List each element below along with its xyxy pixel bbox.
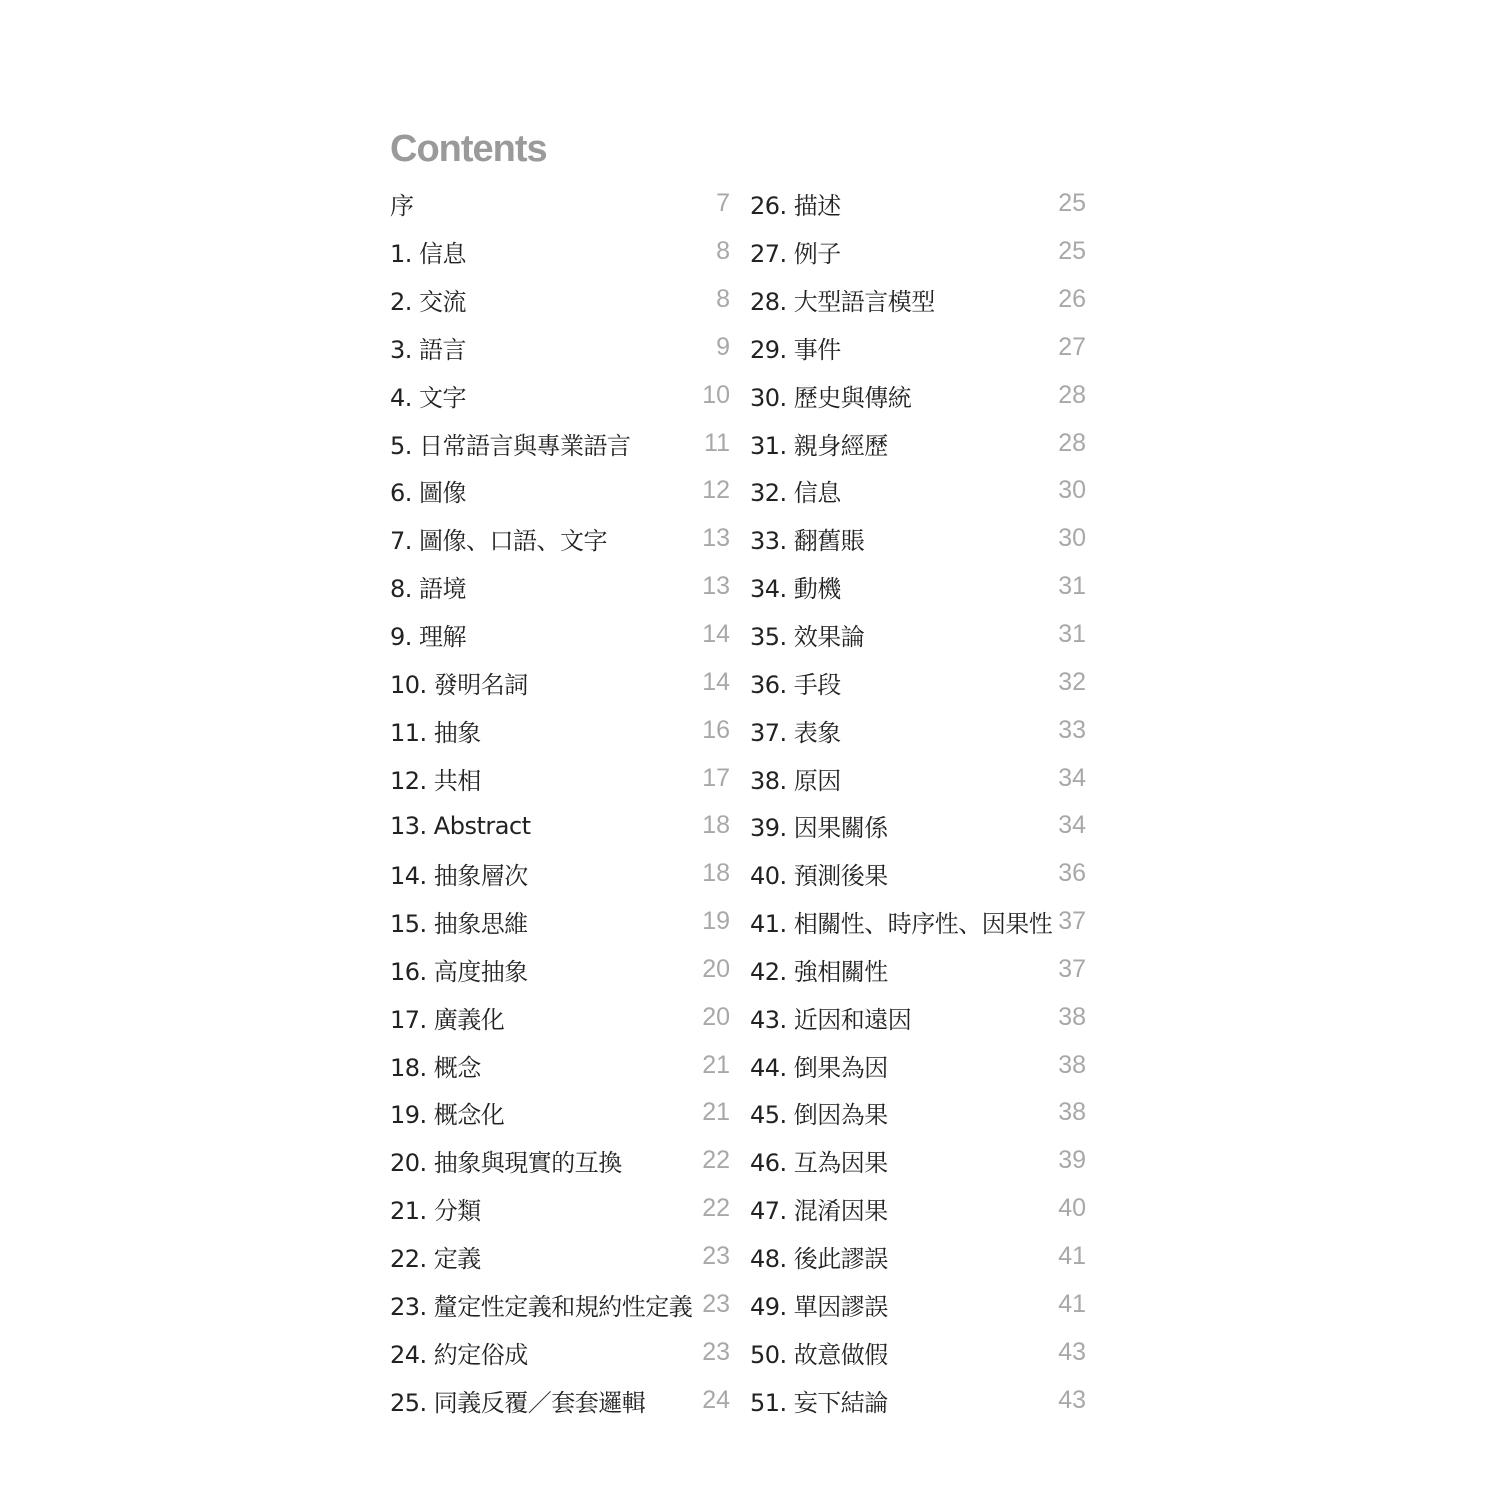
- toc-entry-title: 29. 事件: [750, 335, 841, 364]
- toc-entry-title: 38. 原因: [750, 766, 841, 795]
- toc-entry-page-number: 30: [1058, 524, 1086, 553]
- toc-entry-page-number: 38: [1058, 1098, 1086, 1127]
- toc-entry-page-number: 17: [702, 763, 730, 792]
- toc-entry-page-number: 40: [1058, 1194, 1086, 1223]
- contents-heading: Contents: [390, 128, 547, 170]
- toc-entry[interactable]: [750, 1041, 1086, 1089]
- toc-entry-title: 22. 定義: [390, 1244, 481, 1273]
- toc-entry-title: 45. 倒因為果: [750, 1101, 888, 1130]
- toc-entry[interactable]: [390, 324, 730, 372]
- toc-entry-page-number: 37: [1058, 954, 1086, 983]
- toc-entry[interactable]: [390, 1280, 730, 1328]
- toc-entry-title: 40. 預測後果: [750, 862, 888, 891]
- toc-entry-title: 44. 倒果為因: [750, 1053, 888, 1082]
- toc-entry-title: 34. 動機: [750, 575, 841, 604]
- toc-entry-title: 28. 大型語言模型: [750, 288, 935, 317]
- toc-entry-title: 31. 親身經歷: [750, 431, 888, 460]
- toc-entry-page-number: 10: [702, 380, 730, 409]
- toc-entry-page-number: 37: [1058, 907, 1086, 936]
- toc-entry-title: 8. 語境: [390, 575, 467, 604]
- toc-entry[interactable]: [750, 1233, 1086, 1281]
- toc-entry-page-number: 21: [702, 1050, 730, 1079]
- toc-entry[interactable]: [750, 658, 1086, 706]
- toc-entry-page-number: 12: [702, 476, 730, 505]
- toc-entry[interactable]: [750, 946, 1086, 994]
- toc-entry-page-number: 43: [1058, 1385, 1086, 1414]
- toc-entry-page-number: 41: [1058, 1241, 1086, 1270]
- toc-entry[interactable]: [750, 276, 1086, 324]
- toc-entry[interactable]: [390, 419, 730, 467]
- toc-entry-title: 36. 手段: [750, 670, 841, 699]
- toc-entry-page-number: 18: [702, 811, 730, 840]
- toc-entry[interactable]: [390, 1137, 730, 1185]
- toc-entry[interactable]: [390, 180, 730, 228]
- toc-entry-page-number: 22: [702, 1194, 730, 1223]
- toc-entry[interactable]: [750, 1137, 1086, 1185]
- toc-entry[interactable]: [750, 898, 1086, 946]
- toc-entry[interactable]: [390, 946, 730, 994]
- toc-entry-page-number: 7: [716, 189, 730, 218]
- toc-entry-title: 19. 概念化: [390, 1101, 505, 1130]
- toc-entry-page-number: 39: [1058, 1146, 1086, 1175]
- toc-entry[interactable]: [390, 1376, 730, 1424]
- toc-entry-page-number: 38: [1058, 1002, 1086, 1031]
- toc-entry-title: 5. 日常語言與專業語言: [390, 431, 631, 460]
- toc-entry-title: 49. 單因謬誤: [750, 1292, 888, 1321]
- toc-entry[interactable]: [390, 706, 730, 754]
- toc-entry[interactable]: [750, 515, 1086, 563]
- toc-entry-page-number: 32: [1058, 667, 1086, 696]
- toc-entry-title: 46. 互為因果: [750, 1149, 888, 1178]
- toc-entry[interactable]: [390, 754, 730, 802]
- toc-entry-page-number: 36: [1058, 859, 1086, 888]
- toc-entry[interactable]: [750, 993, 1086, 1041]
- toc-entry-title: 26. 描述: [750, 192, 841, 221]
- toc-entry[interactable]: [750, 1089, 1086, 1137]
- toc-entry[interactable]: [390, 276, 730, 324]
- toc-entry-title: 25. 同義反覆／套套邏輯: [390, 1388, 646, 1417]
- toc-entry-title: 20. 抽象與現實的互換: [390, 1149, 622, 1178]
- toc-entry-page-number: 30: [1058, 476, 1086, 505]
- toc-entry-title: 3. 語言: [390, 335, 467, 364]
- toc-entry-page-number: 28: [1058, 380, 1086, 409]
- toc-entry-title: 6. 圖像: [390, 479, 467, 508]
- toc-entry[interactable]: [750, 802, 1086, 850]
- toc-entry-page-number: 13: [702, 572, 730, 601]
- toc-entry-title: 21. 分類: [390, 1197, 481, 1226]
- toc-entry[interactable]: [750, 324, 1086, 372]
- toc-entry-page-number: 8: [716, 237, 730, 266]
- toc-entry-title: 1. 信息: [390, 240, 467, 269]
- toc-entry-page-number: 18: [702, 859, 730, 888]
- toc-entry-page-number: 21: [702, 1098, 730, 1127]
- toc-entry[interactable]: [390, 1233, 730, 1281]
- toc-entry-page-number: 26: [1058, 285, 1086, 314]
- toc-entry-page-number: 25: [1058, 189, 1086, 218]
- toc-entry-title: 11. 抽象: [390, 718, 481, 747]
- toc-entry[interactable]: [750, 850, 1086, 898]
- toc-entry-title: 41. 相關性、時序性、因果性: [750, 910, 1053, 939]
- toc-entry-title: 7. 圖像、口語、文字: [390, 527, 608, 556]
- toc-left-column: [390, 180, 730, 1424]
- toc-entry-page-number: 24: [702, 1385, 730, 1414]
- toc-entry[interactable]: [390, 1041, 730, 1089]
- toc-entry[interactable]: [750, 228, 1086, 276]
- toc-entry-title: 4. 文字: [390, 383, 467, 412]
- toc-entry-page-number: 31: [1058, 620, 1086, 649]
- toc-entry[interactable]: [390, 1328, 730, 1376]
- toc-entry-page-number: 34: [1058, 811, 1086, 840]
- toc-entry[interactable]: [390, 371, 730, 419]
- toc-entry[interactable]: [750, 1185, 1086, 1233]
- toc-entry-page-number: 43: [1058, 1337, 1086, 1366]
- toc-entry-page-number: 11: [704, 428, 730, 457]
- toc-entry[interactable]: [390, 228, 730, 276]
- toc-entry-title: 43. 近因和遠因: [750, 1005, 912, 1034]
- toc-entry[interactable]: [390, 850, 730, 898]
- toc-right-column: [750, 180, 1086, 1424]
- toc-entry-page-number: 14: [702, 620, 730, 649]
- toc-entry-title: 33. 翻舊賬: [750, 527, 865, 556]
- toc-entry-title: 39. 因果關係: [750, 814, 888, 843]
- toc-entry-title: 32. 信息: [750, 479, 841, 508]
- toc-entry[interactable]: [390, 611, 730, 659]
- toc-entry[interactable]: [750, 611, 1086, 659]
- toc-entry-title: 51. 妄下結論: [750, 1388, 888, 1417]
- toc-entry-page-number: 20: [702, 954, 730, 983]
- toc-entry-title: 18. 概念: [390, 1053, 481, 1082]
- toc-entry-page-number: 27: [1058, 332, 1086, 361]
- toc-entry-title: 23. 釐定性定義和規約性定義: [390, 1292, 693, 1321]
- toc-entry-title: 37. 表象: [750, 718, 841, 747]
- toc-entry-page-number: 20: [702, 1002, 730, 1031]
- toc-entry-page-number: 22: [702, 1146, 730, 1175]
- toc-entry[interactable]: [750, 706, 1086, 754]
- toc-entry-page-number: 16: [702, 715, 730, 744]
- toc-entry-title: 13. Abstract: [390, 811, 531, 840]
- toc-entry[interactable]: [390, 1185, 730, 1233]
- toc-entry-title: 14. 抽象層次: [390, 862, 528, 891]
- toc-entry-title: 17. 廣義化: [390, 1005, 505, 1034]
- toc-entry-page-number: 38: [1058, 1050, 1086, 1079]
- toc-entry-page-number: 9: [716, 332, 730, 361]
- toc-entry[interactable]: [750, 419, 1086, 467]
- toc-entry-title: 12. 共相: [390, 766, 481, 795]
- toc-entry-page-number: 13: [702, 524, 730, 553]
- toc-entry-title: 48. 後此謬誤: [750, 1244, 888, 1273]
- toc-entry-page-number: 23: [702, 1337, 730, 1366]
- toc-entry[interactable]: [750, 1280, 1086, 1328]
- toc-entry[interactable]: [390, 515, 730, 563]
- toc-entry-title: 42. 強相關性: [750, 957, 888, 986]
- toc-entry-page-number: 25: [1058, 237, 1086, 266]
- toc-entry[interactable]: [390, 993, 730, 1041]
- toc-entry[interactable]: [750, 1376, 1086, 1424]
- toc-entry-title: 27. 例子: [750, 240, 841, 269]
- toc-entry-title: 9. 理解: [390, 623, 467, 652]
- toc-entry[interactable]: [750, 371, 1086, 419]
- toc-entry-title: 2. 交流: [390, 288, 467, 317]
- toc-entry-page-number: 31: [1058, 572, 1086, 601]
- toc-entry-page-number: 19: [702, 907, 730, 936]
- toc-entry-title: 30. 歷史與傳統: [750, 383, 912, 412]
- toc-entry[interactable]: [750, 467, 1086, 515]
- toc-entry[interactable]: [750, 180, 1086, 228]
- toc-entry-title: 35. 效果論: [750, 623, 865, 652]
- toc-entry[interactable]: [390, 563, 730, 611]
- toc-entry-page-number: 41: [1058, 1289, 1086, 1318]
- toc-entry-title: 10. 發明名詞: [390, 670, 528, 699]
- toc-entry[interactable]: [750, 754, 1086, 802]
- toc-entry-page-number: 23: [702, 1241, 730, 1270]
- toc-entry-page-number: 23: [702, 1289, 730, 1318]
- toc-entry[interactable]: [390, 1089, 730, 1137]
- toc-entry[interactable]: [390, 802, 730, 850]
- toc-entry[interactable]: [750, 563, 1086, 611]
- toc-entry-page-number: 34: [1058, 763, 1086, 792]
- toc-entry[interactable]: [750, 1328, 1086, 1376]
- toc-entry-title: 24. 約定俗成: [390, 1340, 528, 1369]
- toc-entry-title: 47. 混淆因果: [750, 1197, 888, 1226]
- toc-entry[interactable]: [390, 658, 730, 706]
- toc-entry-title: 16. 高度抽象: [390, 957, 528, 986]
- toc-entry-page-number: 33: [1058, 715, 1086, 744]
- toc-entry-page-number: 14: [702, 667, 730, 696]
- toc-entry-page-number: 28: [1058, 428, 1086, 457]
- toc-entry-title: 15. 抽象思維: [390, 910, 528, 939]
- toc-entry-page-number: 8: [716, 285, 730, 314]
- toc-entry[interactable]: [390, 467, 730, 515]
- toc-entry-title: 序: [390, 192, 414, 221]
- toc-entry[interactable]: [390, 898, 730, 946]
- toc-entry-title: 50. 故意做假: [750, 1340, 888, 1369]
